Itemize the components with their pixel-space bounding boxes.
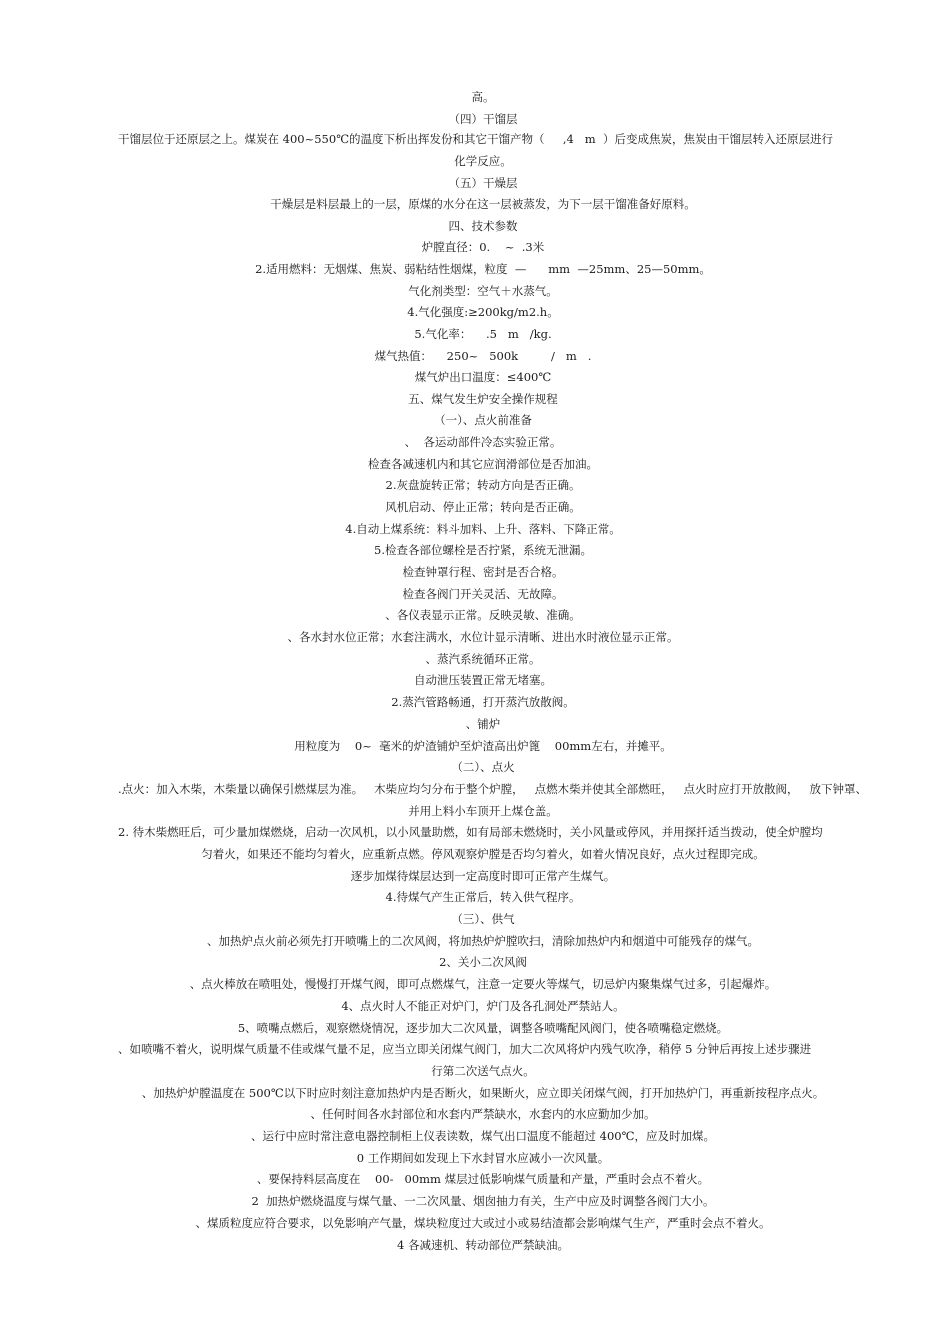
text-line: 煤气炉出口温度：≤400℃ <box>414 370 552 384</box>
text-line: 检查钟罩行程、密封是否合格。 <box>402 565 564 579</box>
text-line: （一）、点火前准备 <box>434 413 532 427</box>
text-line: 化学反应。 <box>454 154 512 168</box>
text-line: 、蒸汽系统循环正常。 <box>425 652 541 666</box>
text-line: 5、喷嘴点燃后，观察燃烧情况，逐步加大二次风量，调整各喷嘴配风阀门，使各喷嘴稳定燃烧。 <box>237 1021 729 1035</box>
text-line: （二）、点火 <box>451 760 515 774</box>
text-line: 检查各减速机内和其它应润滑部位是否加油。 <box>368 457 598 471</box>
text-line: 、加热炉点火前必须先打开喷嘴上的二次风阀，将加热炉炉膛吹扫，清除加热炉内和烟道中可能残存的煤气。 <box>207 934 759 948</box>
text-line: 逐步加煤待煤层达到一定高度时即可正常产生煤气。 <box>350 869 616 883</box>
text-line: 4.气化强度:≥200kg/m2.h。 <box>407 305 559 319</box>
text-line: 2. 待木柴燃旺后，可少量加煤燃烧，启动一次风机，以小风量助燃，如有局部未燃烧时，关小风量或停风，并用探扦适当拨动，使全炉膛均 <box>118 825 823 839</box>
text-line: 风机启动、停止正常；转向是否正确。 <box>385 500 581 514</box>
text-line: 、要保持料层高度在 00- 00mm 煤层过低影响煤气质量和产量，严重时会点不着火。 <box>256 1172 710 1186</box>
text-line: 4、点火时人不能正对炉门，炉门及各孔洞处严禁站人。 <box>341 999 625 1013</box>
text-line: 5.气化率： .5 m /kg. <box>414 327 552 341</box>
text-line: 用粒度为 0~ 毫米的炉渣铺炉至炉渣高出炉篦 00mm左右，并摊平。 <box>294 739 672 753</box>
text-line: 4 各减速机、转动部位严禁缺油。 <box>397 1238 569 1252</box>
text-line: 、点火棒放在喷咀处，慢慢打开煤气阀，即可点燃煤气，注意一定要火等煤气，切忌炉内聚集煤气过多，引起爆炸。 <box>189 977 777 991</box>
text-line: 、如喷嘴不着火，说明煤气质量不佳或煤气量不足，应当立即关闭煤气阀门，加大二次风将炉内残气吹净，稍停 5 分钟后再按上述步骤进 <box>118 1042 812 1056</box>
text-line: 2、关小二次风阀 <box>439 955 527 969</box>
text-line: （五）干燥层 <box>448 176 518 190</box>
text-line: 、各仪表显示正常。反映灵敏、准确。 <box>385 608 581 622</box>
text-line: 自动泄压装置正常无堵塞。 <box>414 673 552 687</box>
text-line: 2.蒸汽管路畅通，打开蒸汽放散阀。 <box>391 695 575 709</box>
text-line: 、加热炉炉膛温度在 500℃以下时应时刻注意加热炉内是否断火，如果断火，应立即关闭煤气阀，打开加热炉门，再重新按程序点火。 <box>141 1086 825 1100</box>
text-line: 、煤质粒度应符合要求，以免影响产气量，煤块粒度过大或过小或易结渣都会影响煤气生产，严重时会点不着火。 <box>195 1216 771 1230</box>
text-line: 、铺炉 <box>465 717 501 731</box>
text-line: 、 各运动部件冷态实验正常。 <box>404 435 562 449</box>
text-line: 、各水封水位正常；水套注满水，水位计显示清晰、进出水时液位显示正常。 <box>287 630 679 644</box>
text-line: 并用上料小车顶开上煤仓盖。 <box>408 804 558 818</box>
text-line: 行第二次送气点火。 <box>431 1064 535 1078</box>
text-line: 匀着火，如果还不能均匀着火，应重新点燃。停风观察炉膛是否均匀着火，如着火情况良好，点火过程即完成。 <box>201 847 765 861</box>
text-line: 煤气热值： 250~ 500k / m . <box>374 349 592 363</box>
text-line: 4.待煤气产生正常后，转入供气程序。 <box>385 890 581 904</box>
text-line: 干燥层是料层最上的一层，原煤的水分在这一层被蒸发，为下一层干馏准备好原料。 <box>270 197 696 211</box>
text-line: 、任何时间各水封部位和水套内严禁缺水，水套内的水应勤加少加。 <box>310 1107 656 1121</box>
text-line: 2.灰盘旋转正常；转动方向是否正确。 <box>385 478 581 492</box>
text-line: （三）、供气 <box>451 912 515 926</box>
text-line: （四）干馏层 <box>448 112 518 126</box>
text-line: 高。 <box>471 90 495 104</box>
text-line: 炉膛直径：0. ~ .3米 <box>421 240 545 254</box>
text-line: 五、煤气发生炉安全操作规程 <box>408 392 558 406</box>
text-line: 气化剂类型：空气＋水蒸气。 <box>408 284 558 298</box>
text-line: 0 工作期间如发现上下水封冒水应减小一次风量。 <box>356 1151 610 1165</box>
text-line: .点火：加入木柴，木柴量以确保引燃煤层为准。 木柴应均匀分布于整个炉膛， 点燃木柴并使其全部燃旺， 点火时应打开放散阀， 放下钟罩、 <box>118 782 868 796</box>
text-line: 2.适用燃料：无烟煤、焦炭、弱粘结性烟煤，粒度 — mm —25mm、25—50mm。 <box>255 262 711 276</box>
text-line: 四、技术参数 <box>448 219 518 233</box>
text-line: 2 加热炉燃烧温度与煤气量、一二次风量、烟囱抽力有关，生产中应及时调整各阀门大小。 <box>251 1194 715 1208</box>
text-line: 检查各阀门开关灵活、无故障。 <box>402 587 564 601</box>
text-line: 4.自动上煤系统：料斗加料、上升、落料、下降正常。 <box>345 522 621 536</box>
text-line: 、运行中应时常注意电器控制柜上仪表读数，煤气出口温度不能超过 400℃，应及时加煤。 <box>251 1129 715 1143</box>
text-line: 干馏层位于还原层之上。煤炭在 400~550℃的温度下析出挥发份和其它干馏产物（ ,4 m ）后变成焦炭，焦炭由干馏层转入还原层进行 <box>118 132 833 146</box>
text-line: 5.检查各部位螺栓是否拧紧，系统无泄漏。 <box>374 543 592 557</box>
